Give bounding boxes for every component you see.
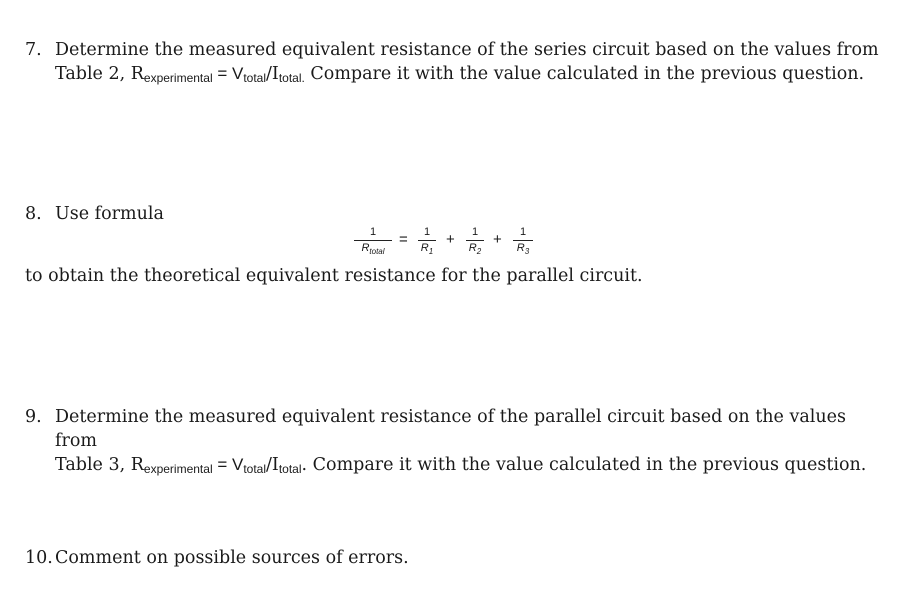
- equals-sign: =: [399, 231, 408, 248]
- question-9-line-2: [55, 453, 885, 478]
- term-1-denominator: [418, 241, 436, 256]
- term-2-numerator: 1: [466, 226, 484, 241]
- question-7-line-2: [55, 62, 885, 87]
- term-3-subscript: 3: [524, 247, 530, 256]
- term-2-subscript: 2: [476, 247, 482, 256]
- v-total-subscript: total: [243, 462, 267, 476]
- term-1-numerator: 1: [418, 226, 436, 241]
- plus-sign-1: +: [446, 231, 455, 248]
- slash-i: /I: [266, 64, 279, 84]
- question-10-text: Comment on possible sources of errors.: [55, 548, 409, 568]
- term-3-denominator: [513, 241, 533, 256]
- term-3-den-r: R: [516, 242, 525, 254]
- r-experimental-subscript: experimental: [143, 71, 213, 85]
- term-2-denominator: [466, 241, 484, 256]
- question-7: [25, 38, 885, 87]
- i-total-subscript: total: [278, 462, 302, 476]
- question-9-line-1: Determine the measured equivalent resistance of the parallel circuit based on the values from: [55, 407, 846, 451]
- i-total-subscript: total.: [278, 71, 305, 85]
- term-3-fraction: [513, 226, 533, 256]
- question-8: [25, 202, 885, 226]
- equals-v: = V: [212, 64, 244, 83]
- question-7-compare: Compare it with the value calculated in the previous question.: [304, 64, 865, 84]
- lhs-denominator: [354, 241, 392, 256]
- question-9: [25, 405, 885, 478]
- question-9-number: 9.: [25, 407, 42, 427]
- question-7-line-1: Determine the measured equivalent resistance of the series circuit based on the values from: [55, 40, 879, 60]
- term-2-fraction: [466, 226, 484, 256]
- plus-sign-2: +: [493, 231, 502, 248]
- question-8-number: 8.: [25, 204, 42, 224]
- question-8-text: Use formula: [55, 204, 164, 224]
- term-1-fraction: [418, 226, 436, 256]
- lhs-den-subscript: total: [369, 247, 385, 256]
- term-1-subscript: 1: [428, 247, 434, 256]
- term-3-numerator: 1: [513, 226, 533, 241]
- question-10: [25, 546, 885, 570]
- question-7-text: [55, 38, 885, 87]
- question-10-number: 10.: [25, 548, 53, 568]
- question-7-table-ref: Table 2, R: [55, 64, 144, 84]
- slash-i: /I: [266, 455, 279, 475]
- r-experimental-subscript: experimental: [143, 462, 213, 476]
- lhs-numerator: 1: [354, 226, 392, 241]
- question-9-table-ref: Table 3, R: [55, 455, 144, 475]
- question-9-compare: . Compare it with the value calculated in the previous question.: [301, 455, 867, 475]
- lhs-fraction: [354, 226, 392, 256]
- lhs-den-r: R: [361, 242, 370, 254]
- term-1-den-r: R: [420, 242, 429, 254]
- question-7-number: 7.: [25, 40, 42, 60]
- equals-v: = V: [212, 455, 244, 474]
- question-9-text: [55, 405, 885, 478]
- question-8-tail: to obtain the theoretical equivalent resistance for the parallel circuit.: [25, 266, 643, 286]
- term-2-den-r: R: [468, 242, 477, 254]
- v-total-subscript: total: [243, 71, 267, 85]
